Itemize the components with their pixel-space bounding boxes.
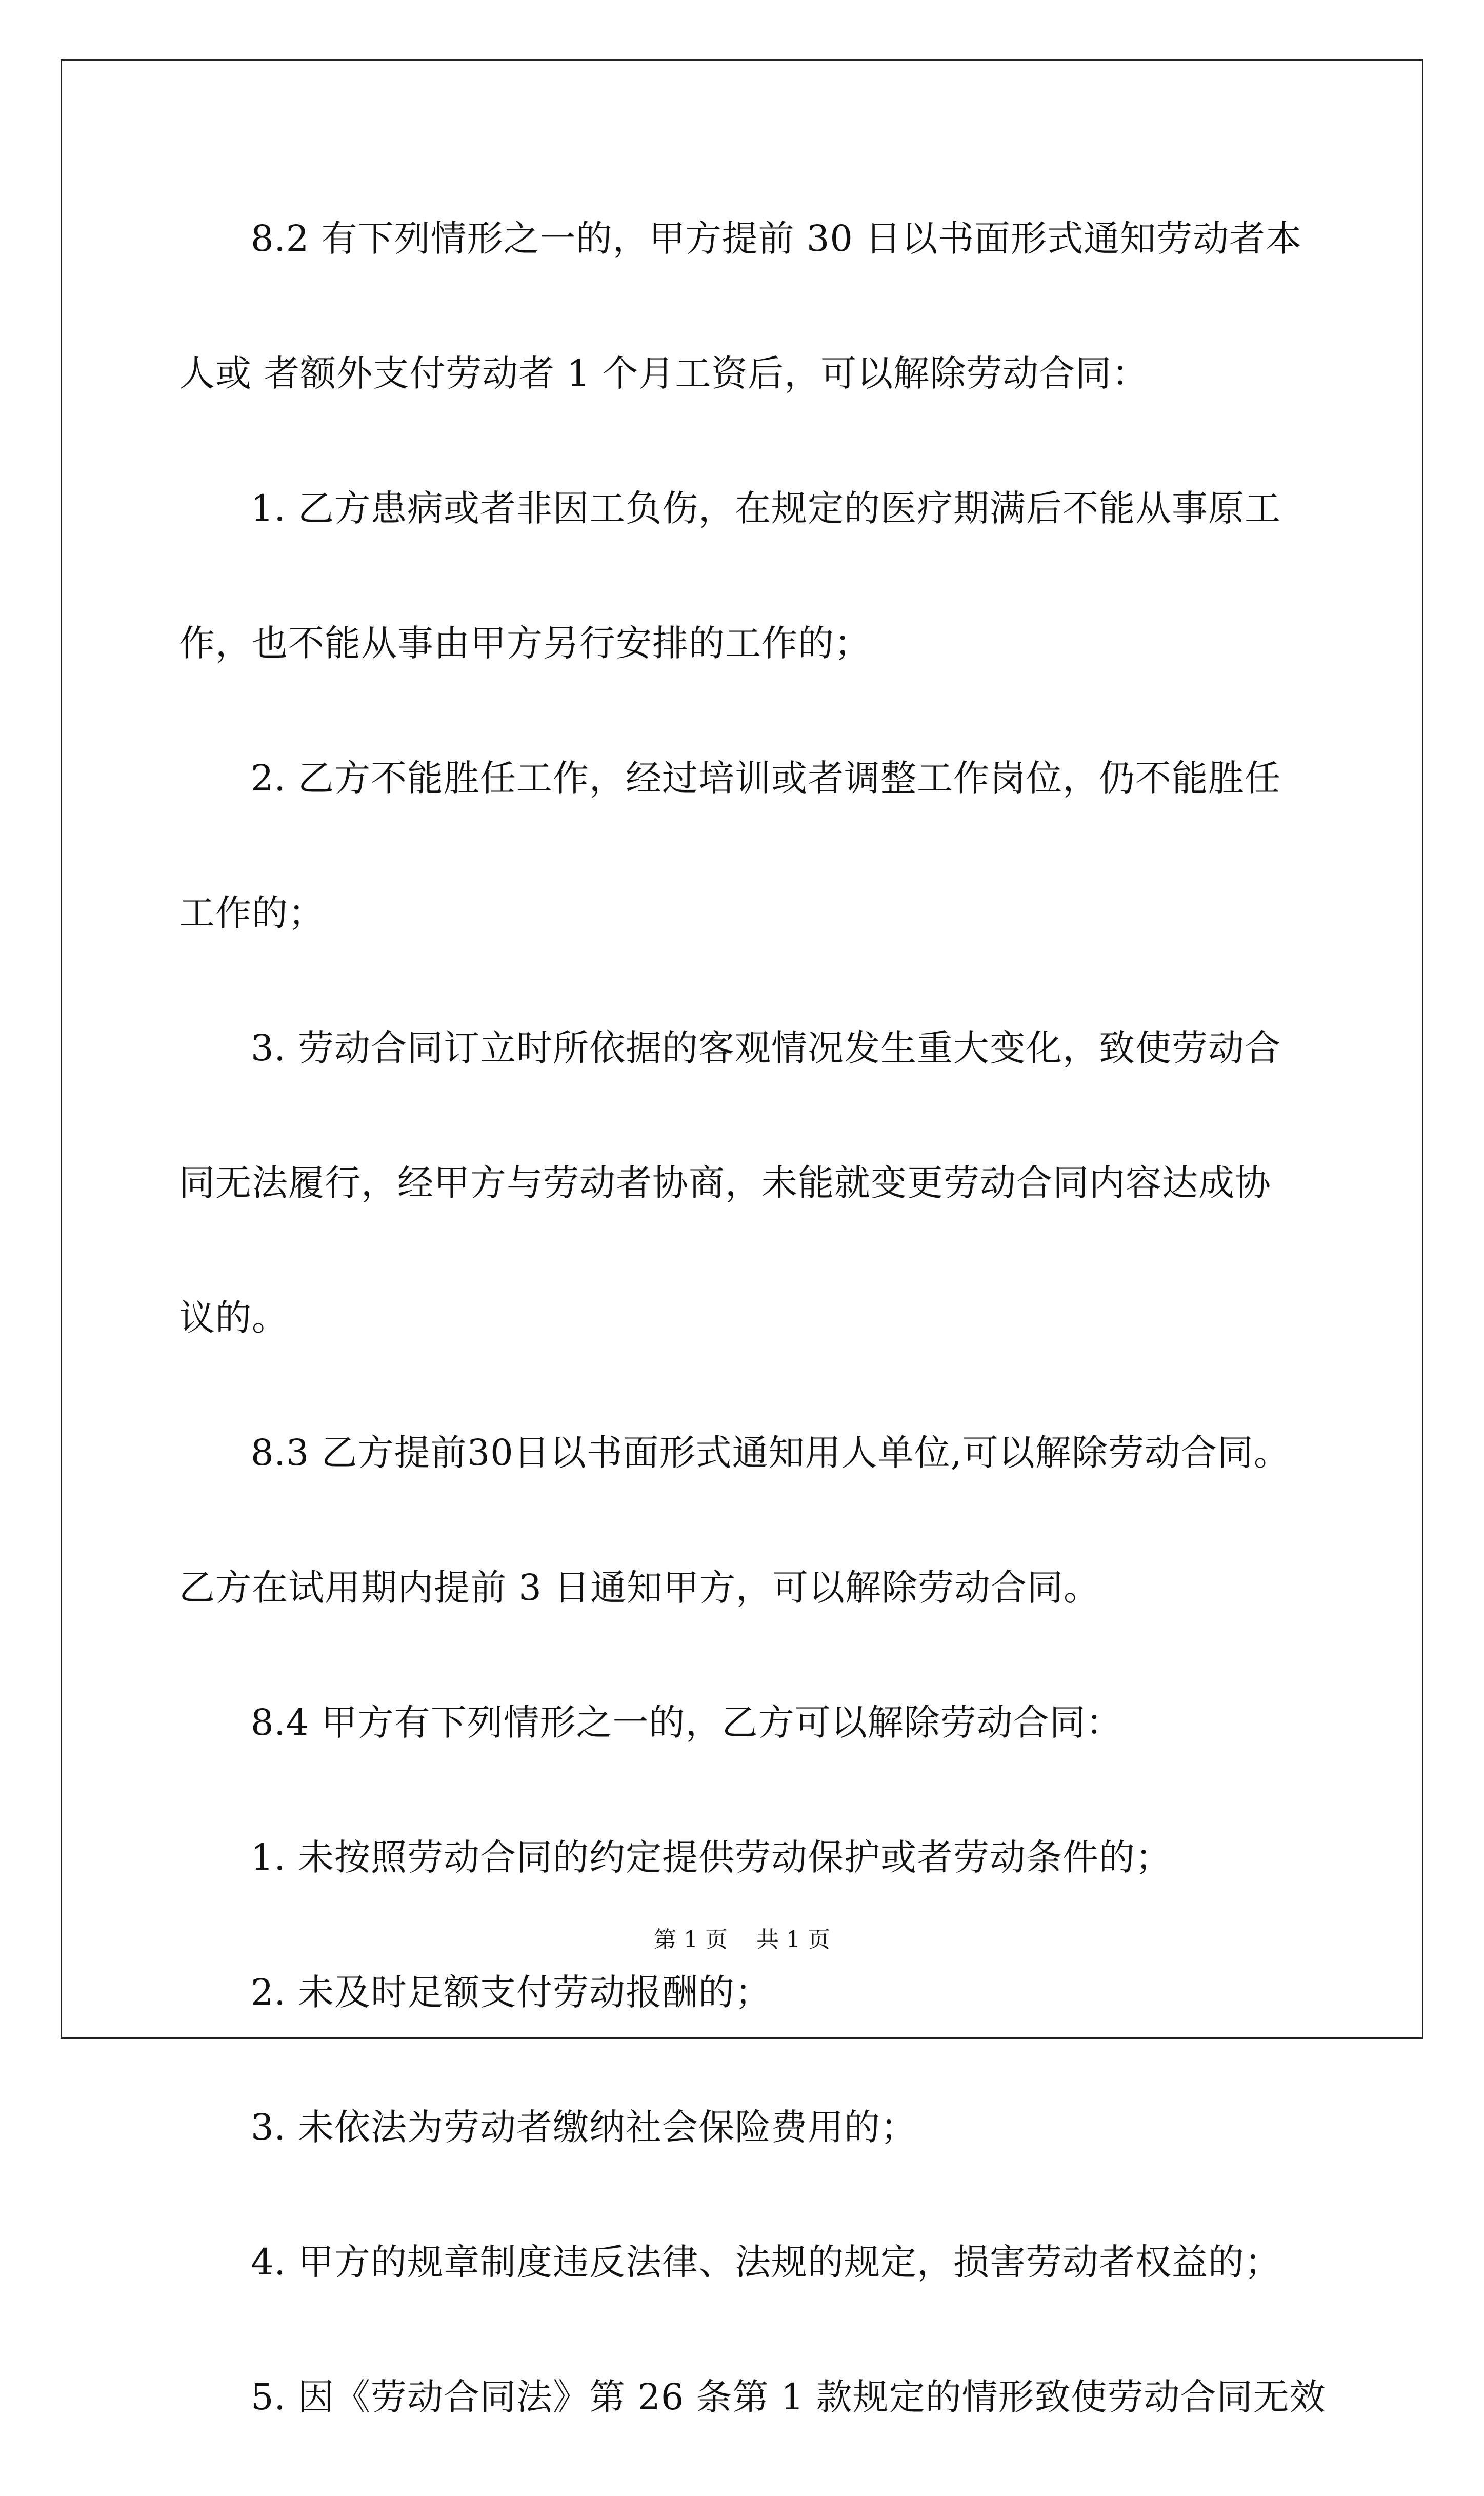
paragraph-8-2-line-2: 人或 者额外支付劳动者 1 个月工资后，可以解除劳动合同：	[179, 352, 1149, 394]
paragraph-8-2-line-1: 8.2 有下列情形之一的，甲方提前 30 日以书面形式通知劳动者本	[251, 217, 1302, 260]
clause-2-line-1: 2. 乙方不能胜任工作，经过培训或者调整工作岗位，仍不能胜任	[251, 757, 1281, 799]
clause-3-line-1: 3. 劳动合同订立时所依据的客观情况发生重大变化，致使劳动合	[251, 1027, 1281, 1069]
page-number-footer: 第 1 页 共 1 页	[654, 1927, 830, 1953]
clause-3-line-3: 议的。	[179, 1297, 288, 1339]
paragraph-8-3-line-2: 乙方在试用期内提前 3 日通知甲方，可以解除劳动合同。	[179, 1567, 1100, 1609]
document-body	[179, 203, 1326, 2496]
paragraph-8-3-line-1: 8.3 乙方提前30日以书面形式通知用人单位,可以解除劳动合同。	[251, 1432, 1290, 1474]
clause-1-line-2: 作，也不能从事由甲方另行安排的工作的；	[179, 622, 871, 664]
list-item-2: 2. 未及时足额支付劳动报酬的；	[251, 1971, 772, 2013]
clause-2-line-2: 工作的；	[179, 892, 325, 934]
clause-1-line-1: 1. 乙方患病或者非因工负伤，在规定的医疗期满后不能从事原工	[251, 487, 1281, 529]
list-item-1: 1. 未按照劳动合同的约定提供劳动保护或者劳动条件的；	[251, 1836, 1172, 1878]
clause-3-line-2: 同无法履行，经甲方与劳动者协商，未能就变更劳动合同内容达成协	[179, 1162, 1271, 1204]
list-item-4: 4. 甲方的规章制度违反法律、法规的规定，损害劳动者权益的；	[251, 2241, 1281, 2283]
list-item-3: 3. 未依法为劳动者缴纳社会保险费用的；	[251, 2106, 917, 2148]
list-item-5: 5. 因《劳动合同法》第 26 条第 1 款规定的情形致使劳动合同无效	[251, 2376, 1326, 2418]
paragraph-8-4-heading: 8.4 甲方有下列情形之一的，乙方可以解除劳动合同：	[251, 1701, 1122, 1744]
